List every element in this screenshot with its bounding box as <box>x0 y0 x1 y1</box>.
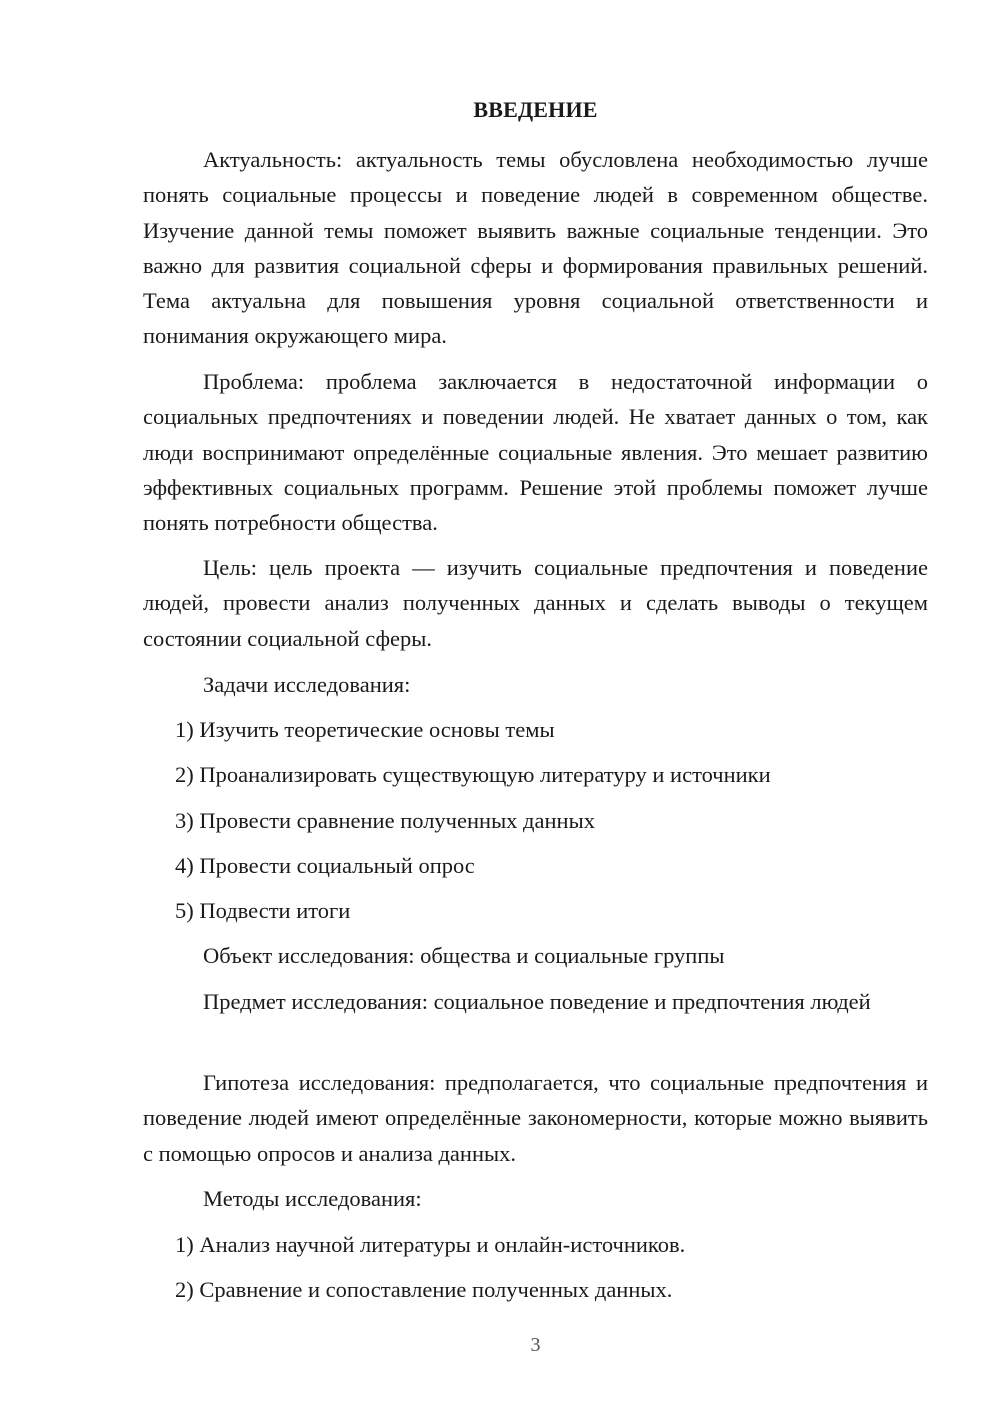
hypothesis-paragraph: Гипотеза исследования: предполагается, что социальные предпочтения и поведение людей имеют определённые закономерности, которые можно выявить с помощью опросов и анализа данных. <box>143 1070 928 1166</box>
relevance-paragraph: Актуальность: актуальность темы обусловлена необходимостью лучше понять социальные процессы и поведение людей в современном обществе. Изучение данной темы поможет выявить важные социальные тенденции. Это важно для развития социальной сферы и формирования правильных решений. Тема актуальна для повышения уровня социальной ответственности и понимания окружающего мира. <box>143 147 928 349</box>
method-item-2: 2) Сравнение и сопоставление полученных данных. <box>175 1277 673 1302</box>
task-item-4: 4) Провести социальный опрос <box>175 853 475 878</box>
research-subject: Предмет исследования: социальное поведение и предпочтения людей <box>203 989 871 1014</box>
method-item-1: 1) Анализ научной литературы и онлайн-источников. <box>175 1232 686 1257</box>
research-object: Объект исследования: общества и социальные группы <box>203 943 725 968</box>
page-title: ВВЕДЕНИЕ <box>473 97 598 122</box>
task-item-5: 5) Подвести итоги <box>175 898 351 923</box>
tasks-heading: Задачи исследования: <box>203 672 411 697</box>
task-item-1: 1) Изучить теоретические основы темы <box>175 717 555 742</box>
task-item-2: 2) Проанализировать существующую литературу и источники <box>175 762 771 787</box>
page-number: 3 <box>530 1334 541 1356</box>
problem-paragraph: Проблема: проблема заключается в недостаточной информации о социальных предпочтениях и поведении людей. Не хватает данных о том, как люди воспринимают определённые социальные явления. Это мешает развитию эффективных социальных программ. Решение этой проблемы поможет лучше понять потребности общества. <box>143 369 928 536</box>
methods-heading: Методы исследования: <box>203 1186 422 1211</box>
document-page <box>143 0 928 1414</box>
task-item-3: 3) Провести сравнение полученных данных <box>175 808 595 833</box>
goal-paragraph: Цель: цель проекта — изучить социальные предпочтения и поведение людей, провести анализ полученных данных и сделать выводы о текущем состоянии социальной сферы. <box>143 555 928 651</box>
